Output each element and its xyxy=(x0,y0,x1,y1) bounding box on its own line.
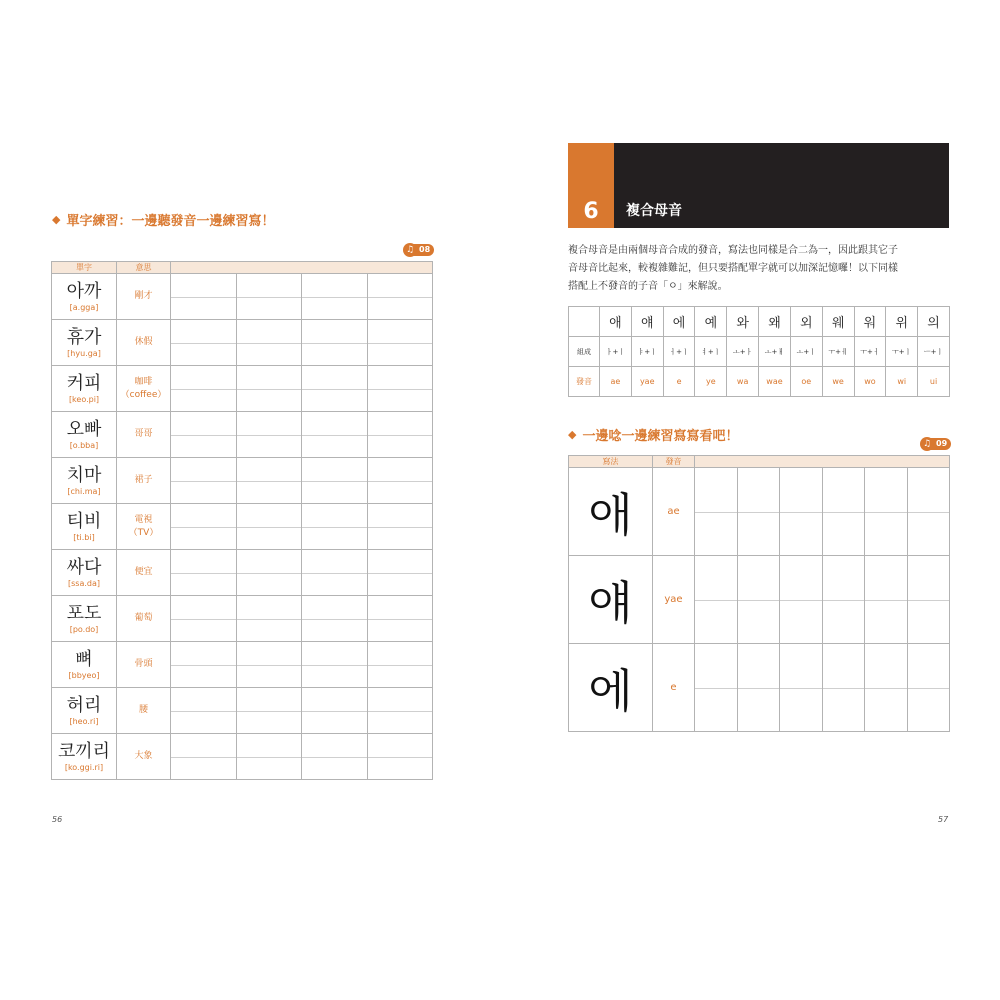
guide-line xyxy=(237,619,302,620)
composition-row-label: 組成 xyxy=(569,337,600,367)
track-number: 09 xyxy=(927,438,951,450)
writing-grid-cell[interactable] xyxy=(737,556,780,644)
practice-cell[interactable] xyxy=(171,412,237,458)
practice-cell[interactable] xyxy=(302,320,368,366)
word-cell xyxy=(52,504,117,550)
vowel-char-cell: 얘 xyxy=(631,307,663,337)
korean-word: 뼈 xyxy=(75,648,93,670)
intro-paragraph xyxy=(568,242,952,296)
korean-word: 치마 xyxy=(66,464,102,486)
korean-word: 허리 xyxy=(66,694,102,716)
guide-line xyxy=(780,600,822,601)
korean-word: 커피 xyxy=(66,372,102,394)
meaning-cell: 便宜 xyxy=(117,550,171,596)
diamond-icon: ◆ xyxy=(568,428,577,441)
vowel-char-cell: 외 xyxy=(790,307,822,337)
guide-line xyxy=(171,665,236,666)
guide-line xyxy=(368,619,433,620)
practice-cell[interactable] xyxy=(171,688,237,734)
vowel-composition-cell: ㅗ+ㅏ xyxy=(727,337,759,367)
guide-line xyxy=(237,389,302,390)
practice-cell[interactable] xyxy=(302,688,368,734)
guide-line xyxy=(302,343,367,344)
meaning-cell: 哥哥 xyxy=(117,412,171,458)
intro-line: 搭配上不發音的子音「ㅇ」來解說。 xyxy=(568,281,728,292)
vowel-char-cell: 애 xyxy=(600,307,632,337)
practice-heading-text: 一邊唸一邊練習寫寫看吧！ xyxy=(582,429,739,444)
vowel-composition-cell: ㅜ+ㅣ xyxy=(886,337,918,367)
track-badge-09[interactable] xyxy=(920,437,951,451)
left-page-number: 56 xyxy=(52,815,63,824)
practice-cell[interactable] xyxy=(171,458,237,504)
guide-line xyxy=(865,512,907,513)
guide-line xyxy=(302,619,367,620)
empty-corner-cell xyxy=(569,307,600,337)
left-heading-text: 單字練習：一邊聽發音一邊練習寫！ xyxy=(66,214,275,229)
vowel-pronunciation-cell: wi xyxy=(886,367,918,397)
writing-grid-cell[interactable] xyxy=(737,644,780,732)
guide-line xyxy=(302,297,367,298)
model-character: 에 xyxy=(569,644,653,732)
meaning-column-header: 意思 xyxy=(117,262,171,274)
guide-line xyxy=(237,527,302,528)
guide-line xyxy=(302,573,367,574)
guide-line xyxy=(368,389,433,390)
guide-line xyxy=(171,481,236,482)
korean-word: 아까 xyxy=(66,280,102,302)
guide-line xyxy=(738,600,780,601)
word-cell xyxy=(52,274,117,320)
practice-cell[interactable] xyxy=(236,688,302,734)
writing-grid-cell[interactable] xyxy=(695,556,738,644)
practice-cell[interactable] xyxy=(367,320,433,366)
word-cell xyxy=(52,642,117,688)
diamond-icon: ◆ xyxy=(52,213,61,226)
grid-column-header xyxy=(695,456,950,468)
guide-line xyxy=(368,757,433,758)
romanization: [hyu.ga] xyxy=(67,348,101,358)
vowel-char-cell: 왜 xyxy=(759,307,791,337)
practice-cell[interactable] xyxy=(236,596,302,642)
vocab-row xyxy=(52,366,433,412)
romanization: [o.bba] xyxy=(69,440,99,450)
guide-line xyxy=(171,711,236,712)
guide-line xyxy=(237,757,302,758)
practice-cell[interactable] xyxy=(302,458,368,504)
guide-line xyxy=(865,688,907,689)
row-pronunciation: e xyxy=(653,644,695,732)
guide-line xyxy=(780,512,822,513)
writing-grid-cell[interactable] xyxy=(695,468,738,556)
vowel-char-cell: 의 xyxy=(918,307,950,337)
romanization: [bbyeo] xyxy=(68,670,100,680)
practice-cell[interactable] xyxy=(367,458,433,504)
vowel-composition-cell: ㅜ+ㅔ xyxy=(822,337,854,367)
meaning-cell: 電視 （TV） xyxy=(117,504,171,550)
practice-cell[interactable] xyxy=(236,642,302,688)
romanization: [ko.ggi.ri] xyxy=(64,762,104,772)
guide-line xyxy=(237,435,302,436)
meaning-cell: 剛才 xyxy=(117,274,171,320)
guide-line xyxy=(171,343,236,344)
guide-line xyxy=(368,573,433,574)
vowel-pronunciation-cell: yae xyxy=(631,367,663,397)
guide-line xyxy=(368,435,433,436)
vocab-row xyxy=(52,550,433,596)
romanization: [a.gga] xyxy=(69,302,99,312)
vowel-pronunciation-cell: ae xyxy=(600,367,632,397)
vowel-pronunciation-cell: we xyxy=(822,367,854,397)
practice-cell[interactable] xyxy=(302,412,368,458)
guide-line xyxy=(908,512,950,513)
writing-grid-cell[interactable] xyxy=(822,468,865,556)
vocab-row xyxy=(52,412,433,458)
row-pronunciation: yae xyxy=(653,556,695,644)
compound-vowel-table xyxy=(568,306,950,397)
word-cell xyxy=(52,412,117,458)
guide-line xyxy=(695,600,737,601)
practice-cell[interactable] xyxy=(171,504,237,550)
practice-cell[interactable] xyxy=(367,550,433,596)
romanization: [po.do] xyxy=(69,624,99,634)
meaning-cell: 腰 xyxy=(117,688,171,734)
vowel-composition-cell: ㅓ+ㅣ xyxy=(663,337,695,367)
word-cell xyxy=(52,550,117,596)
vocab-row xyxy=(52,688,433,734)
writing-header-row xyxy=(569,456,950,468)
practice-cell[interactable] xyxy=(302,274,368,320)
right-page-number: 57 xyxy=(938,815,949,824)
pronunciation-row-label: 發音 xyxy=(569,367,600,397)
vowel-pronunciation-cell: ui xyxy=(918,367,950,397)
word-cell xyxy=(52,596,117,642)
word-cell xyxy=(52,688,117,734)
writing-row xyxy=(569,468,950,556)
guide-line xyxy=(237,665,302,666)
vowel-pronunciation-cell: wo xyxy=(854,367,886,397)
guide-line xyxy=(302,527,367,528)
guide-line xyxy=(368,343,433,344)
writing-grid-cell[interactable] xyxy=(907,644,950,732)
vowel-composition-cell: ㅗ+ㅐ xyxy=(759,337,791,367)
guide-line xyxy=(823,512,865,513)
guide-line xyxy=(302,665,367,666)
writing-practice-table xyxy=(568,455,950,732)
writing-column-header: 寫法 xyxy=(569,456,653,468)
guide-line xyxy=(738,688,780,689)
model-character: 애 xyxy=(569,468,653,556)
vocab-row xyxy=(52,504,433,550)
vowel-char-row xyxy=(569,307,950,337)
writing-row xyxy=(569,644,950,732)
meaning-cell: 咖啡 （coffee） xyxy=(117,366,171,412)
guide-line xyxy=(237,481,302,482)
word-cell xyxy=(52,320,117,366)
vocab-row xyxy=(52,458,433,504)
music-note-icon: ♫ xyxy=(403,243,417,257)
guide-line xyxy=(368,297,433,298)
writing-grid-cell[interactable] xyxy=(695,644,738,732)
practice-cell[interactable] xyxy=(367,412,433,458)
guide-line xyxy=(368,481,433,482)
vowel-pronunciation-cell: e xyxy=(663,367,695,397)
guide-line xyxy=(738,512,780,513)
model-character: 얘 xyxy=(569,556,653,644)
writing-grid-cell[interactable] xyxy=(780,468,823,556)
writing-grid-cell[interactable] xyxy=(822,556,865,644)
vowel-composition-row xyxy=(569,337,950,367)
practice-cell[interactable] xyxy=(236,412,302,458)
practice-cell[interactable] xyxy=(367,596,433,642)
practice-cell[interactable] xyxy=(236,734,302,780)
korean-word: 싸다 xyxy=(66,556,102,578)
writing-grid-cell[interactable] xyxy=(737,468,780,556)
romanization: [ssa.da] xyxy=(67,578,100,588)
meaning-cell: 休假 xyxy=(117,320,171,366)
practice-cell[interactable] xyxy=(171,320,237,366)
vowel-char-cell: 위 xyxy=(886,307,918,337)
guide-line xyxy=(171,573,236,574)
romanization: [keo.pi] xyxy=(68,394,100,404)
word-cell xyxy=(52,366,117,412)
practice-cell[interactable] xyxy=(302,734,368,780)
practice-cell[interactable] xyxy=(302,596,368,642)
chapter-title-bar xyxy=(614,143,949,228)
practice-cell[interactable] xyxy=(302,550,368,596)
practice-cell[interactable] xyxy=(171,274,237,320)
practice-cell[interactable] xyxy=(171,550,237,596)
practice-cell[interactable] xyxy=(171,734,237,780)
guide-line xyxy=(908,600,950,601)
chapter-title: 複合母音 xyxy=(626,203,682,219)
practice-cell[interactable] xyxy=(367,688,433,734)
practice-cell[interactable] xyxy=(236,504,302,550)
writing-row xyxy=(569,556,950,644)
practice-cell[interactable] xyxy=(367,504,433,550)
guide-line xyxy=(237,297,302,298)
guide-line xyxy=(171,527,236,528)
guide-line xyxy=(695,688,737,689)
guide-line xyxy=(302,389,367,390)
vowel-pronunciation-cell: ye xyxy=(695,367,727,397)
guide-line xyxy=(171,435,236,436)
left-section-heading xyxy=(52,210,274,229)
vowel-composition-cell: ㅡ+ㅣ xyxy=(918,337,950,367)
vowel-composition-cell: ㅑ+ㅣ xyxy=(631,337,663,367)
guide-line xyxy=(368,665,433,666)
writing-grid-cell[interactable] xyxy=(780,644,823,732)
track-number: 08 xyxy=(410,244,434,256)
vocab-row xyxy=(52,734,433,780)
practice-cell[interactable] xyxy=(236,274,302,320)
word-cell xyxy=(52,734,117,780)
meaning-cell: 骨頭 xyxy=(117,642,171,688)
romanization: [ti.bi] xyxy=(73,532,95,542)
music-note-icon: ♫ xyxy=(920,437,934,451)
guide-line xyxy=(302,757,367,758)
meaning-cell: 大象 xyxy=(117,734,171,780)
practice-cell[interactable] xyxy=(171,642,237,688)
practice-cell[interactable] xyxy=(367,642,433,688)
practice-section-heading xyxy=(568,425,738,444)
guide-line xyxy=(368,711,433,712)
vowel-char-cell: 웨 xyxy=(822,307,854,337)
vowel-pronunciation-cell: wa xyxy=(727,367,759,397)
writing-grid-cell[interactable] xyxy=(865,468,908,556)
korean-word: 코끼리 xyxy=(57,740,111,762)
practice-cell[interactable] xyxy=(236,550,302,596)
guide-line xyxy=(302,435,367,436)
vocab-header-row xyxy=(52,262,433,274)
word-cell xyxy=(52,458,117,504)
guide-line xyxy=(695,512,737,513)
guide-line xyxy=(865,600,907,601)
korean-word: 티비 xyxy=(66,510,102,532)
romanization: [chi.ma] xyxy=(67,486,101,496)
guide-line xyxy=(171,297,236,298)
writing-grid-cell[interactable] xyxy=(865,644,908,732)
chapter-number-box: 6 xyxy=(568,143,614,228)
word-column-header: 單字 xyxy=(52,262,117,274)
practice-column-header xyxy=(171,262,433,274)
korean-word: 포도 xyxy=(66,602,102,624)
korean-word: 오빠 xyxy=(66,418,102,440)
vowel-composition-cell: ㅜ+ㅓ xyxy=(854,337,886,367)
vocab-row xyxy=(52,596,433,642)
vocab-row xyxy=(52,274,433,320)
vowel-char-cell: 와 xyxy=(727,307,759,337)
writing-grid-cell[interactable] xyxy=(780,556,823,644)
guide-line xyxy=(780,688,822,689)
guide-line xyxy=(823,600,865,601)
track-badge-08[interactable] xyxy=(403,243,434,257)
practice-cell[interactable] xyxy=(171,596,237,642)
practice-cell[interactable] xyxy=(367,274,433,320)
practice-cell[interactable] xyxy=(302,642,368,688)
vowel-pronunciation-row xyxy=(569,367,950,397)
vowel-composition-cell: ㅕ+ㅣ xyxy=(695,337,727,367)
writing-grid-cell[interactable] xyxy=(907,468,950,556)
writing-grid-cell[interactable] xyxy=(907,556,950,644)
practice-cell[interactable] xyxy=(367,366,433,412)
practice-cell[interactable] xyxy=(302,366,368,412)
guide-line xyxy=(171,389,236,390)
romanization: [heo.ri] xyxy=(69,716,99,726)
writing-grid-cell[interactable] xyxy=(865,556,908,644)
guide-line xyxy=(368,527,433,528)
intro-line: 音母音比起來，較複雜難記，但只要搭配單字就可以加深記憶囉！以下同樣 xyxy=(568,263,898,274)
vowel-composition-cell: ㅗ+ㅣ xyxy=(790,337,822,367)
vowel-pronunciation-cell: oe xyxy=(790,367,822,397)
vowel-char-cell: 워 xyxy=(854,307,886,337)
row-pronunciation: ae xyxy=(653,468,695,556)
guide-line xyxy=(823,688,865,689)
pron-column-header: 發音 xyxy=(653,456,695,468)
guide-line xyxy=(171,619,236,620)
vowel-char-cell: 예 xyxy=(695,307,727,337)
intro-line: 複合母音是由兩個母音合成的發音，寫法也同樣是合二為一，因此跟其它子 xyxy=(568,245,898,256)
practice-cell[interactable] xyxy=(236,320,302,366)
korean-word: 휴가 xyxy=(66,326,102,348)
meaning-cell: 葡萄 xyxy=(117,596,171,642)
vocab-row xyxy=(52,320,433,366)
guide-line xyxy=(908,688,950,689)
practice-cell[interactable] xyxy=(171,366,237,412)
practice-cell[interactable] xyxy=(302,504,368,550)
vocab-practice-table xyxy=(51,261,433,780)
practice-cell[interactable] xyxy=(236,458,302,504)
practice-cell[interactable] xyxy=(236,366,302,412)
guide-line xyxy=(171,757,236,758)
guide-line xyxy=(237,711,302,712)
guide-line xyxy=(237,573,302,574)
meaning-cell: 裙子 xyxy=(117,458,171,504)
vowel-composition-cell: ㅏ+ㅣ xyxy=(600,337,632,367)
guide-line xyxy=(302,711,367,712)
vowel-char-cell: 에 xyxy=(663,307,695,337)
writing-grid-cell[interactable] xyxy=(822,644,865,732)
guide-line xyxy=(302,481,367,482)
guide-line xyxy=(237,343,302,344)
vowel-pronunciation-cell: wae xyxy=(759,367,791,397)
vocab-row xyxy=(52,642,433,688)
practice-cell[interactable] xyxy=(367,734,433,780)
